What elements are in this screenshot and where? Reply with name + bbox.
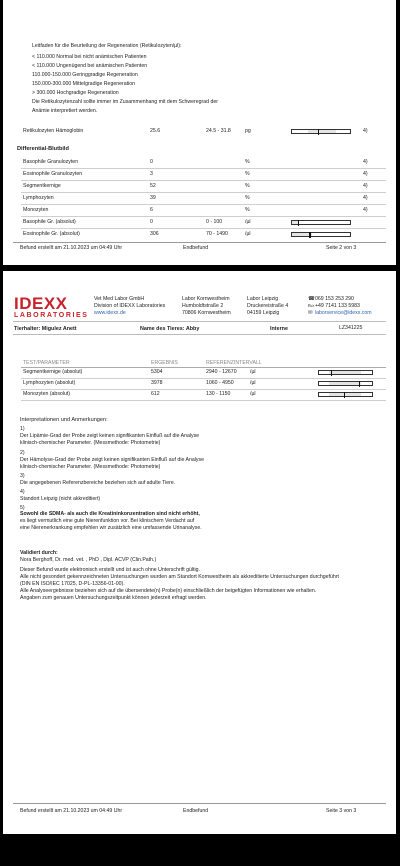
legal-line: Angaben zum genauen Untersuchungszeitpunkt können jederzeit erfragt werden.	[20, 595, 207, 601]
param-name: Monozyten	[23, 207, 49, 213]
row-divider	[21, 216, 386, 217]
param-unit: /µl	[245, 231, 251, 237]
param-range: 24.5 - 31.8	[206, 128, 231, 134]
range-bar	[318, 392, 373, 397]
value-marker	[331, 370, 332, 376]
footer-status: Endbefund	[183, 808, 209, 814]
range-zone	[329, 371, 361, 374]
header-divider	[13, 321, 386, 322]
lab2-name: Labor Leipzig	[247, 296, 279, 302]
range-zone	[329, 382, 361, 385]
range-bar	[291, 232, 351, 237]
row-divider	[21, 228, 386, 229]
note-line: 2)	[20, 450, 25, 456]
intern-label: Interne	[270, 326, 288, 332]
lab2-street: Druckereistraße 4	[247, 303, 289, 309]
guideline-line: > 300.000 Hochgradige Regeneration	[32, 90, 119, 96]
param-unit: %	[245, 159, 250, 165]
legal-line: Dieser Befund wurde elektronisch erstellt und ist auch ohne Unterschrift gültig.	[20, 567, 200, 573]
row-divider	[21, 192, 386, 193]
footnote-ref: 4)	[363, 159, 368, 165]
range-bar	[318, 370, 373, 375]
range-bar	[291, 220, 351, 225]
value-marker	[359, 381, 360, 387]
guideline-line: 110.000-150.000 Geringgradige Regeneration	[32, 72, 138, 78]
param-unit: %	[245, 195, 250, 201]
interp-title: Interpretationen und Anmerkungen:	[20, 417, 108, 423]
lab1-street: Humboldtstraße 2	[182, 303, 224, 309]
note-line: Standort Leipzig (nicht akkreditiert)	[20, 496, 101, 502]
param-name: Basophile Granulozyten	[23, 159, 79, 165]
footer-divider	[13, 803, 386, 804]
guideline-line: < 110.000 Ungenügend bei anämischen Patienten	[32, 63, 148, 69]
header-ref: REFERENZINTERVALL	[206, 360, 262, 366]
footer-page: Seite 3 von 3	[326, 808, 357, 814]
row-divider	[21, 204, 386, 205]
value-marker	[344, 392, 345, 398]
guideline-title: Leitfaden für die Beurteilung der Regeneration (Retikulozyten/µl):	[32, 43, 182, 49]
footnote-ref: 4)	[363, 128, 368, 134]
note-line: klinisch-chemischer Parameter. (Messmethode: Photometrie)	[20, 440, 161, 446]
param-unit: %	[245, 183, 250, 189]
param-name: Lymphozyten	[23, 195, 54, 201]
param-name: Basophile Gr. (absolut)	[23, 219, 76, 225]
param-value: 39	[150, 195, 156, 201]
value-marker	[318, 129, 319, 135]
note-line: 1)	[20, 426, 25, 432]
legal-line: (DIN EN ISO/IEC 17025, D-PL-13356-01-00).	[20, 581, 125, 587]
logo-main: IDEXX	[14, 294, 68, 313]
footer-status: Endbefund	[183, 245, 209, 251]
note-line: Der Lipämie-Grad der Probe zeigt keinen signifikanten Einfluß auf die Analyse	[20, 433, 200, 439]
param-unit: %	[245, 171, 250, 177]
animal-name: Name des Tieres: Abby	[140, 326, 200, 332]
param-value: 306	[150, 231, 159, 237]
param-unit: /µl	[250, 380, 256, 386]
param-value: 0	[150, 219, 153, 225]
value-marker	[298, 220, 299, 226]
param-name: Segmentkernige (absolut)	[23, 369, 83, 375]
note-line: 5)	[20, 505, 25, 511]
param-value: 25.6	[150, 128, 161, 134]
footer-created: Befund erstellt am 21.10.2023 um 04:49 Uhr	[20, 245, 123, 251]
param-value: 612	[151, 391, 160, 397]
param-value: 3	[150, 171, 153, 177]
contact-email-link[interactable]: laborservice@idexx.com	[315, 310, 372, 316]
validated-title: Validiert durch:	[20, 550, 58, 556]
param-unit: /µl	[245, 219, 251, 225]
param-name: Eosinophile Gr. (absolut)	[23, 231, 80, 237]
footnote-ref: 4)	[363, 195, 368, 201]
lab1-city: 70806 Kornwestheim	[182, 310, 231, 316]
note-line: eine Nierenerkrankung empfehlen wir zusätzlich eine umfassende Urinanalyse.	[20, 525, 202, 531]
range-bar	[318, 381, 373, 386]
note-line: Die angegebenen Referenzbereiche beziehen sich auf adulte Tiere.	[20, 480, 176, 486]
contact-fax: +49 7141 133 5983	[315, 303, 360, 309]
fax-icon: ℻	[308, 303, 315, 309]
row-divider	[21, 180, 386, 181]
param-range: 130 - 1150	[206, 391, 231, 397]
report-page-2	[3, 0, 396, 265]
table-header-divider	[21, 367, 386, 368]
guideline-line: Anämie interpretiert werden.	[32, 108, 98, 114]
param-unit: %	[245, 207, 250, 213]
legal-line: Alle Analyseergebnisse beziehen sich auf die übersendete(n) Probe(n) einschließlich der beigefügten Informationen wie erhalten.	[20, 588, 317, 594]
param-value: 52	[150, 183, 156, 189]
param-name: Eosinophile Granulozyten	[23, 171, 83, 177]
param-value: 3978	[151, 380, 163, 386]
param-name: Segmentkernige	[23, 183, 61, 189]
note-line: es liegt vermutlich eine gute Nierenfunktion vor. Bei klinischem Verdacht auf	[20, 518, 195, 524]
range-zone	[308, 130, 336, 133]
footnote-ref: 4)	[363, 171, 368, 177]
section-title-diff: Differential-Blutbild	[17, 146, 69, 152]
lab2-city: 04159 Leipzig	[247, 310, 280, 316]
header-result: ERGEBNIS	[151, 360, 178, 366]
param-range: 2940 - 12670	[206, 369, 237, 375]
idexx-logo	[14, 296, 89, 320]
note-line: 4)	[20, 489, 25, 495]
value-marker	[309, 232, 310, 238]
range-bar	[291, 129, 351, 134]
row-divider	[21, 378, 386, 379]
note-line: Der Hämolyse-Grad der Probe zeigt keinen signifikanten Einfluß auf die Analyse	[20, 457, 204, 463]
intern-number: LZ341225	[339, 325, 363, 331]
email-icon: ✉	[308, 310, 313, 316]
note-5-bold: Sowohl die SDMA- als auch die Kreatininkonzentration sind nicht erhöht,	[20, 511, 200, 517]
param-name: Lymphozyten (absolut)	[23, 380, 76, 386]
report-page-3	[3, 271, 396, 834]
row-divider	[21, 389, 386, 390]
row-divider	[21, 400, 386, 401]
param-value: 6	[150, 207, 153, 213]
owner-name: Tierhalter: Migulez Anett	[14, 326, 77, 332]
logo-sub: LABORATORIES	[14, 312, 89, 319]
param-range: 1060 - 4950	[206, 380, 234, 386]
legal-line: Alle nicht gesondert gekennzeichneten Untersuchungen wurden am Standort Kornwestheim als akkreditierte Untersuchungen durchgeführt	[20, 574, 339, 580]
param-range: 70 - 1490	[206, 231, 228, 237]
contact-phone: 069 153 253 290	[315, 296, 354, 302]
footer-divider	[13, 242, 386, 243]
note-line: klinisch-chemischer Parameter. (Messmethode: Photometrie)	[20, 464, 161, 470]
row-divider	[21, 168, 386, 169]
param-name: Monozyten (absolut)	[23, 391, 70, 397]
param-name: Retikulozyten Hämoglobin	[23, 128, 84, 134]
header-param: TEST/PARAMETER	[23, 360, 70, 366]
param-unit: /µl	[250, 369, 256, 375]
param-unit: pg	[245, 128, 251, 134]
param-value: 0	[150, 159, 153, 165]
footer-created: Befund erstellt am 21.10.2023 um 04:49 Uhr	[20, 808, 123, 814]
guideline-line: < 110.000 Normal bei nicht anämischen Patienten	[32, 54, 147, 60]
validator-name: Nora Berghoff, Dr. med. vet. , PhD , Dipl. ACVP (Clin.Path.)	[20, 557, 157, 563]
owner-divider	[13, 334, 386, 335]
footnote-ref: 4)	[363, 207, 368, 213]
param-value: 5304	[151, 369, 163, 375]
param-unit: /µl	[250, 391, 256, 397]
guideline-line: 150.000-300.000 Mittelgradige Regeneration	[32, 81, 135, 87]
param-range: 0 - 100	[206, 219, 223, 225]
lab1-name: Labor Kornwestheim	[182, 296, 230, 302]
company-name: Vet Med Labor GmbH	[94, 296, 145, 302]
company-division: Division of IDEXX Laboratories	[94, 303, 166, 309]
footnote-ref: 4)	[363, 183, 368, 189]
company-website-link[interactable]: www.idexx.de	[94, 310, 126, 316]
phone-icon: ☎	[308, 296, 315, 302]
guideline-line: Die Retikulozytenzahl sollte immer im Zusammenhang mit dem Schweregrad der	[32, 99, 218, 105]
footer-page: Seite 2 von 3	[326, 245, 357, 251]
note-line: 3)	[20, 473, 25, 479]
